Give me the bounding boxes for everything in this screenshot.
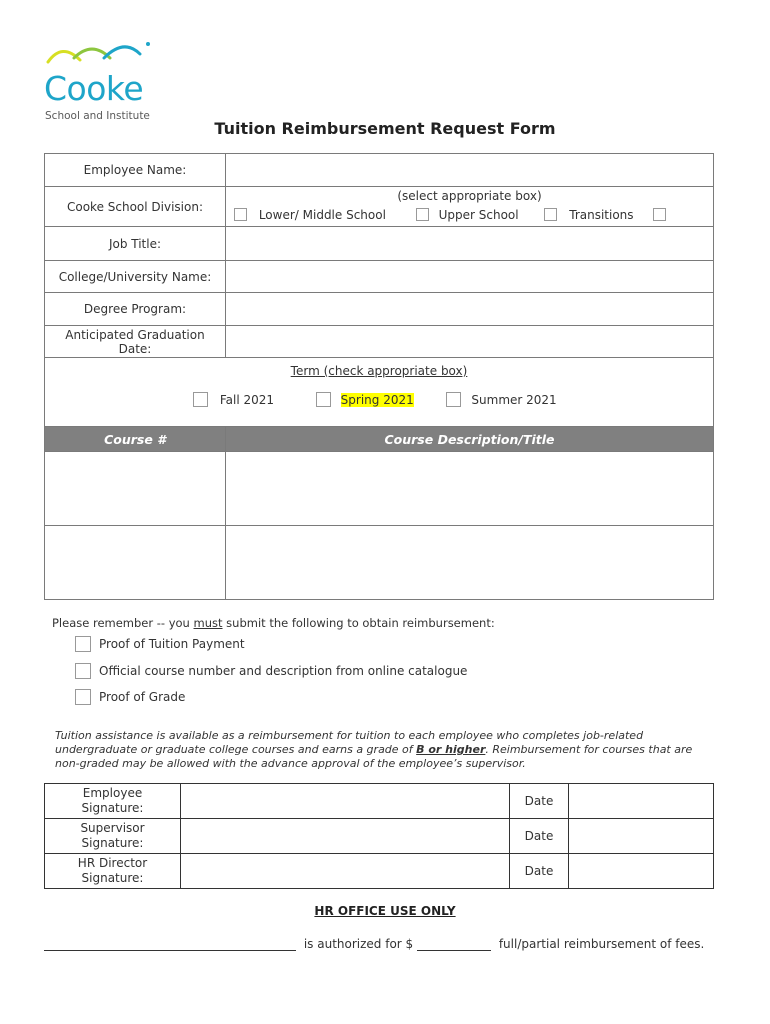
cooke-logo xyxy=(44,36,174,126)
reminder-item-label: Official course number and description from online catalogue xyxy=(99,664,468,678)
checkbox-transitions[interactable] xyxy=(544,208,557,221)
policy-part2: . Reimbursement for courses that are non-graded may be allowed with the advance approval of the employee’s supervisor. xyxy=(55,743,693,770)
reminder-item-grade xyxy=(75,689,185,705)
option-transitions: Transitions xyxy=(569,207,634,222)
employee-date-label: Date xyxy=(510,784,569,819)
reminder-must: must xyxy=(193,616,223,630)
checkbox-lower-middle[interactable] xyxy=(234,208,247,221)
supervisor-signature-label xyxy=(45,819,181,854)
signature-label-line2: Signature: xyxy=(81,801,144,815)
hr-signature-field[interactable] xyxy=(181,854,510,889)
checkbox-extra[interactable] xyxy=(653,208,666,221)
hr-signature-label xyxy=(45,854,181,889)
grad-date-label-line1: Anticipated Graduation xyxy=(65,327,205,342)
hr-date-field[interactable] xyxy=(569,854,714,889)
signature-label-line1: HR Director xyxy=(77,856,148,870)
policy-part1: Tuition assistance is available as a reimbursement for tuition to each employee who completes job-related undergraduate or graduate college courses and earns a grade of xyxy=(55,729,644,756)
authorization-line xyxy=(44,936,716,951)
college-field[interactable] xyxy=(226,261,714,293)
authorized-text: is authorized for $ xyxy=(303,937,414,951)
logo-wordmark: Cooke xyxy=(44,69,144,108)
employee-signature-field[interactable] xyxy=(181,784,510,819)
checkbox-tuition-payment[interactable] xyxy=(75,636,91,652)
reminder-item-label: Proof of Tuition Payment xyxy=(99,637,245,651)
grad-date-label xyxy=(45,326,226,358)
hr-office-heading: HR OFFICE USE ONLY xyxy=(314,904,456,918)
course-description-cell-1[interactable] xyxy=(226,452,714,526)
form-title: Tuition Reimbursement Request Form xyxy=(214,119,556,138)
policy-text xyxy=(55,729,705,771)
employee-date-field[interactable] xyxy=(569,784,714,819)
employee-name-field[interactable] xyxy=(226,154,714,187)
option-lower-middle: Lower/ Middle School xyxy=(258,207,386,222)
course-description-header: Course Description/Title xyxy=(226,427,714,452)
grad-date-field[interactable] xyxy=(226,326,714,358)
supervisor-date-label: Date xyxy=(510,819,569,854)
supervisor-date-field[interactable] xyxy=(569,819,714,854)
checkbox-summer[interactable] xyxy=(446,392,461,407)
employee-name-label: Employee Name: xyxy=(45,154,226,187)
degree-label: Degree Program: xyxy=(45,293,226,326)
reminder-prefix: Please remember -- you xyxy=(52,616,194,630)
job-title-label: Job Title: xyxy=(45,227,226,261)
college-label: College/University Name: xyxy=(45,261,226,293)
course-description-cell-2[interactable] xyxy=(226,526,714,600)
term-fall: Fall 2021 xyxy=(219,392,275,407)
reimbursement-text: full/partial reimbursement of fees. xyxy=(498,937,705,951)
job-title-field[interactable] xyxy=(226,227,714,261)
option-upper-school: Upper School xyxy=(438,207,519,222)
signature-table xyxy=(44,783,714,889)
division-label: Cooke School Division: xyxy=(45,187,226,227)
reminder-suffix: submit the following to obtain reimbursement: xyxy=(222,616,495,630)
signature-label-line2: Signature: xyxy=(81,836,144,850)
signature-label-line2: Signature: xyxy=(81,871,144,885)
course-number-header: Course # xyxy=(45,427,226,452)
logo-subtitle: School and Institute xyxy=(45,110,150,122)
term-heading: Term (check appropriate box) xyxy=(290,364,468,378)
signature-label-line1: Supervisor xyxy=(80,821,145,835)
term-spring: Spring 2021 xyxy=(340,392,414,407)
amount-blank[interactable] xyxy=(417,936,491,951)
supervisor-signature-field[interactable] xyxy=(181,819,510,854)
term-section xyxy=(45,358,714,427)
reminder-text xyxy=(52,616,495,630)
degree-field[interactable] xyxy=(226,293,714,326)
employee-signature-label xyxy=(45,784,181,819)
checkbox-spring[interactable] xyxy=(316,392,331,407)
division-hint: (select appropriate box) xyxy=(397,189,542,203)
checkbox-course-number[interactable] xyxy=(75,663,91,679)
employee-name-blank[interactable] xyxy=(44,936,296,951)
reminder-item-tuition xyxy=(75,636,245,652)
signature-label-line1: Employee xyxy=(82,786,143,800)
reminder-item-label: Proof of Grade xyxy=(99,690,186,704)
hr-date-label: Date xyxy=(510,854,569,889)
division-field xyxy=(226,187,714,227)
grad-date-label-line2: Date: xyxy=(118,341,152,356)
checkbox-upper-school[interactable] xyxy=(416,208,429,221)
policy-grade: B or higher xyxy=(416,743,486,756)
info-table xyxy=(44,153,714,600)
checkbox-proof-grade[interactable] xyxy=(75,689,91,705)
checkbox-fall[interactable] xyxy=(193,392,208,407)
course-number-cell-1[interactable] xyxy=(45,452,226,526)
reminder-item-course xyxy=(75,663,467,679)
course-number-cell-2[interactable] xyxy=(45,526,226,600)
term-summer: Summer 2021 xyxy=(471,392,557,407)
